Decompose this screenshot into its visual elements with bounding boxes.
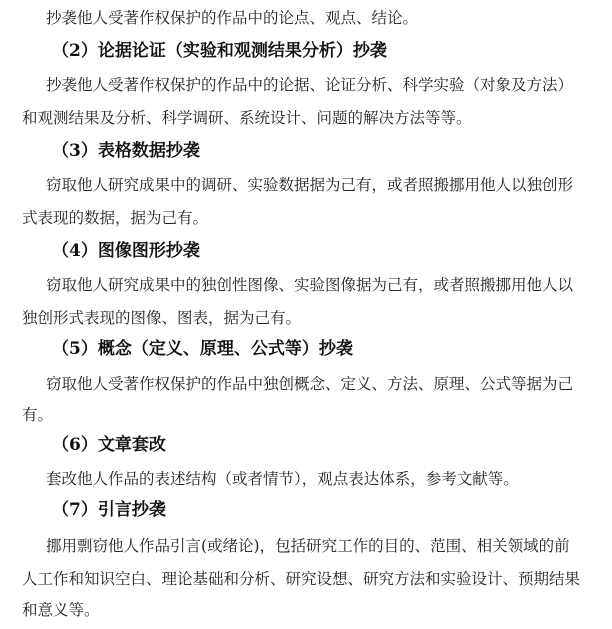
section-7-line-2: 人工作和知识空白、理论基础和分析、研究设想、研究方法和实验设计、预期结果 bbox=[22, 570, 581, 588]
section-4-line-2: 独创形式表现的图像、图表，据为己有。 bbox=[22, 309, 302, 327]
section-7-line-3: 和意义等。 bbox=[22, 601, 100, 619]
section-heading-3: （3）表格数据抄袭 bbox=[52, 141, 200, 161]
section-4-line-1: 窃取他人研究成果中的独创性图像、实验图像据为己有，或者照搬挪用他人以 bbox=[46, 276, 574, 294]
section-heading-7: （7）引言抄袭 bbox=[52, 500, 166, 520]
section-3-line-1: 窃取他人研究成果中的调研、实验数据据为己有，或者照搬挪用他人以独创形 bbox=[46, 176, 574, 194]
section-7-line-1: 挪用剽窃他人作品引言(或绪论)，包括研究工作的目的、范围、相关领域的前 bbox=[46, 537, 570, 555]
section-heading-6: （6）文章套改 bbox=[52, 435, 166, 455]
section-6-line-1: 套改他人作品的表述结构（或者情节），观点表达体系，参考文献等。 bbox=[46, 470, 519, 488]
section-heading-5: （5）概念（定义、原理、公式等）抄袭 bbox=[52, 339, 353, 359]
section-3-line-2: 式表现的数据，据为己有。 bbox=[22, 209, 209, 227]
section-2-line-1: 抄袭他人受著作权保护的作品中的论据、论证分析、科学实验（对象及方法） bbox=[46, 76, 574, 94]
intro-line: 抄袭他人受著作权保护的作品中的论点、观点、结论。 bbox=[46, 9, 419, 27]
section-heading-4: （4）图像图形抄袭 bbox=[52, 241, 200, 261]
section-5-line-1: 窃取他人受著作权保护的作品中独创概念、定义、方法、原理、公式等据为己 bbox=[46, 375, 574, 393]
section-2-line-2: 和观测结果及分析、科学调研、系统设计、问题的解决方法等等。 bbox=[22, 109, 472, 127]
section-5-line-2: 有。 bbox=[22, 406, 54, 424]
section-heading-2: （2）论据论证（实验和观测结果分析）抄袭 bbox=[52, 41, 387, 61]
